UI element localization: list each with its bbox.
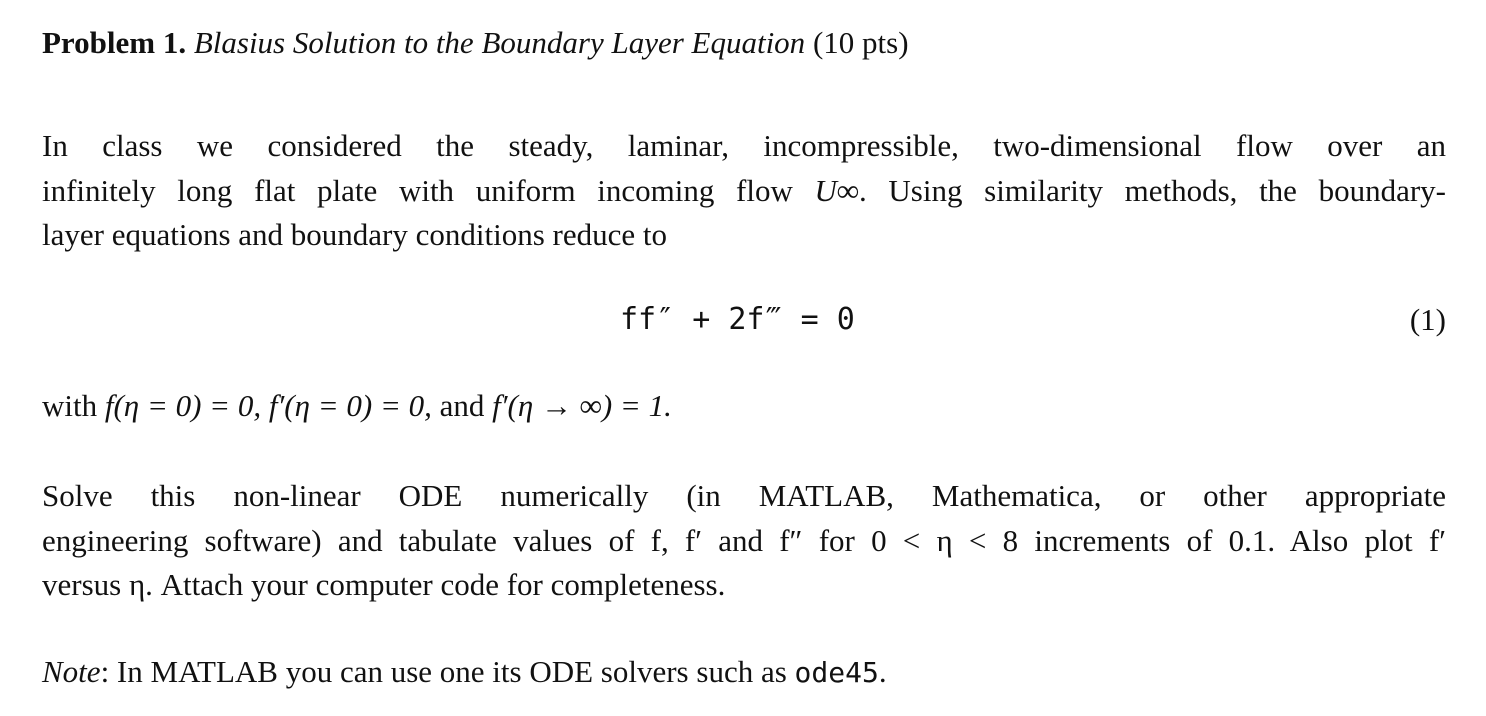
freestream-velocity-symbol: U∞ <box>814 172 859 208</box>
intro-line-2 <box>42 169 1446 214</box>
ode45-code: ode45 <box>794 656 879 689</box>
problem-label: Problem 1. <box>42 25 187 60</box>
blasius-equation: ff″ + 2f‴ = 0 <box>620 302 855 337</box>
solve-line-1: Solve this non-linear ODE numerically (in MATLAB, Mathematica, or other appropriate <box>42 478 1446 513</box>
problem-title: Blasius Solution to the Boundary Layer Equation <box>193 25 806 60</box>
note-paragraph <box>42 650 1446 696</box>
problem-heading <box>42 22 909 64</box>
note-label: Note <box>42 654 101 689</box>
intro-paragraph <box>42 124 1446 258</box>
equation-row <box>42 296 1446 344</box>
note-text: : In MATLAB you can use one its ODE solvers such as <box>100 654 795 689</box>
boundary-conditions <box>42 384 1446 429</box>
equation-number: (1) <box>1409 302 1446 337</box>
problem-points: (10 pts) <box>812 25 909 60</box>
bc-condition-1: f(η = 0) = 0, <box>104 388 269 423</box>
solve-line-3: versus η. Attach your computer code for completeness. <box>42 567 726 602</box>
bc-prefix: with <box>42 388 105 423</box>
solve-line-2: engineering software) and tabulate values of f, f′ and f″ for 0 < η < 8 increments of 0.1. Also plot f′ <box>42 522 1446 558</box>
solve-paragraph <box>42 474 1446 608</box>
intro-line-1: In class we considered the steady, laminar, incompressible, two-dimensional flow over an <box>42 128 1446 163</box>
intro-line-2-end: . Using similarity methods, the boundary- <box>859 172 1447 208</box>
bc-condition-2: f′(η = 0) = 0, <box>268 388 440 423</box>
note-end: . <box>878 654 887 689</box>
bc-joiner: and <box>439 388 493 423</box>
bc-condition-3: f′(η → ∞) = 1. <box>492 388 672 423</box>
intro-line-2-start: infinitely long flat plate with uniform incoming flow <box>42 172 815 208</box>
intro-line-3: layer equations and boundary conditions reduce to <box>42 217 667 252</box>
